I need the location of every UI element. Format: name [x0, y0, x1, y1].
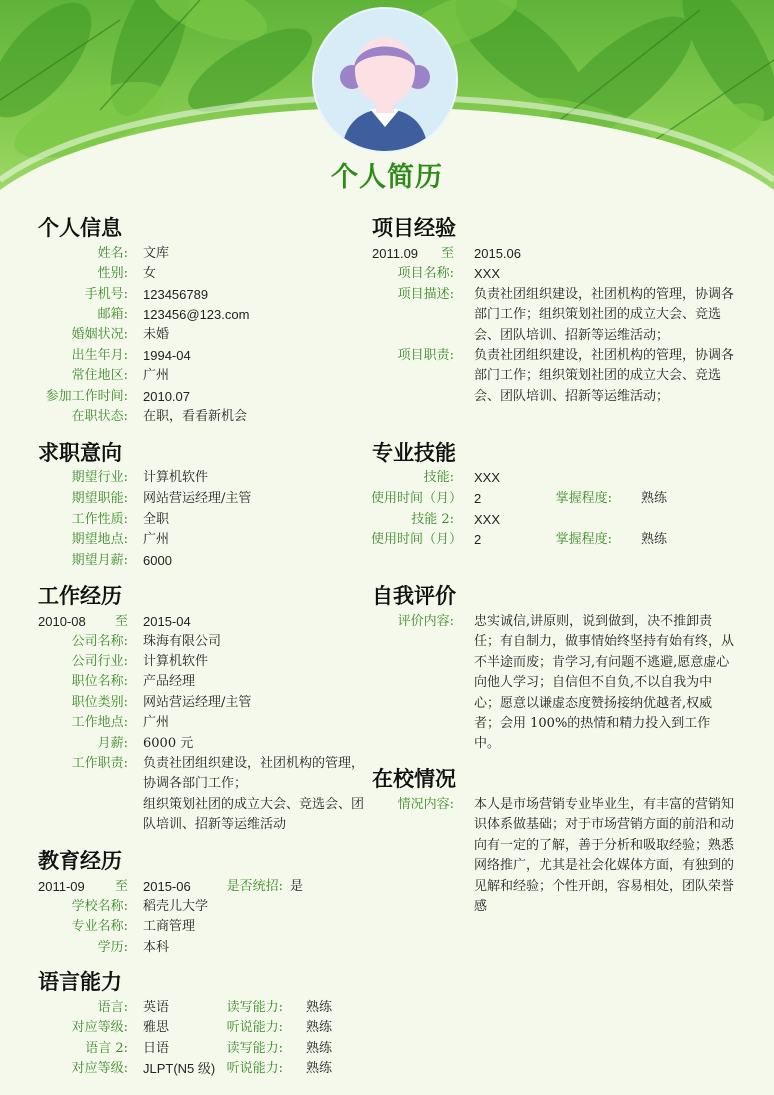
self-eval-text: 忠实诚信,讲原则，说到做到，决不推卸责任；有自制力，做事情始终坚持有始有终，从不半途而废；肯学习,有问题不逃避,愿意虚心向他人学习；自信但不自负,不以自我为中心；愿意以谦虚态度赞扬接纳优越者,权威者；会用 100%的热情和精力投入到工作中。	[474, 614, 735, 752]
section-personal-heading: 个人信息	[38, 216, 122, 240]
duty-line-1: 负责社团组织建设，社团机构的管理，协调各部门工作；	[143, 756, 365, 792]
section-skills-heading: 专业技能	[372, 441, 456, 465]
section-intention-heading: 求职意向	[38, 441, 122, 465]
section-education-heading: 教育经历	[38, 849, 122, 873]
avatar	[312, 7, 458, 153]
project-responsibility: 负责社团组织建设，社团机构的管理，协调各部门工作；组织策划社团的成立大会、竞选会、团队培训、招新等运维活动；	[474, 348, 735, 404]
section-campus-heading: 在校情况	[372, 767, 456, 791]
section-self-eval-heading: 自我评价	[372, 584, 456, 608]
section-project-heading: 项目经验	[372, 216, 456, 240]
duty-line-2: 组织策划社团的成立大会、竞选会、团队培训、招新等运维活动	[143, 797, 365, 833]
person-icon	[314, 9, 456, 151]
section-work-heading: 工作经历	[38, 584, 122, 608]
project-description: 负责社团组织建设，社团机构的管理，协调各部门工作；组织策划社团的成立大会、竞选会、团队培训、招新等运维活动；	[474, 287, 735, 343]
section-language-heading: 语言能力	[38, 970, 122, 994]
campus-text: 本人是市场营销专业毕业生，有丰富的营销知识体系做基础；对于市场营销方面的前沿和动向有一定的了解，善于分析和吸取经验；熟悉网络推广，尤其是社会化媒体方面，有独到的见解和经验；个性开朗，容易相处，团队荣誉感	[474, 797, 735, 915]
page-title: 个人简历	[331, 162, 443, 193]
